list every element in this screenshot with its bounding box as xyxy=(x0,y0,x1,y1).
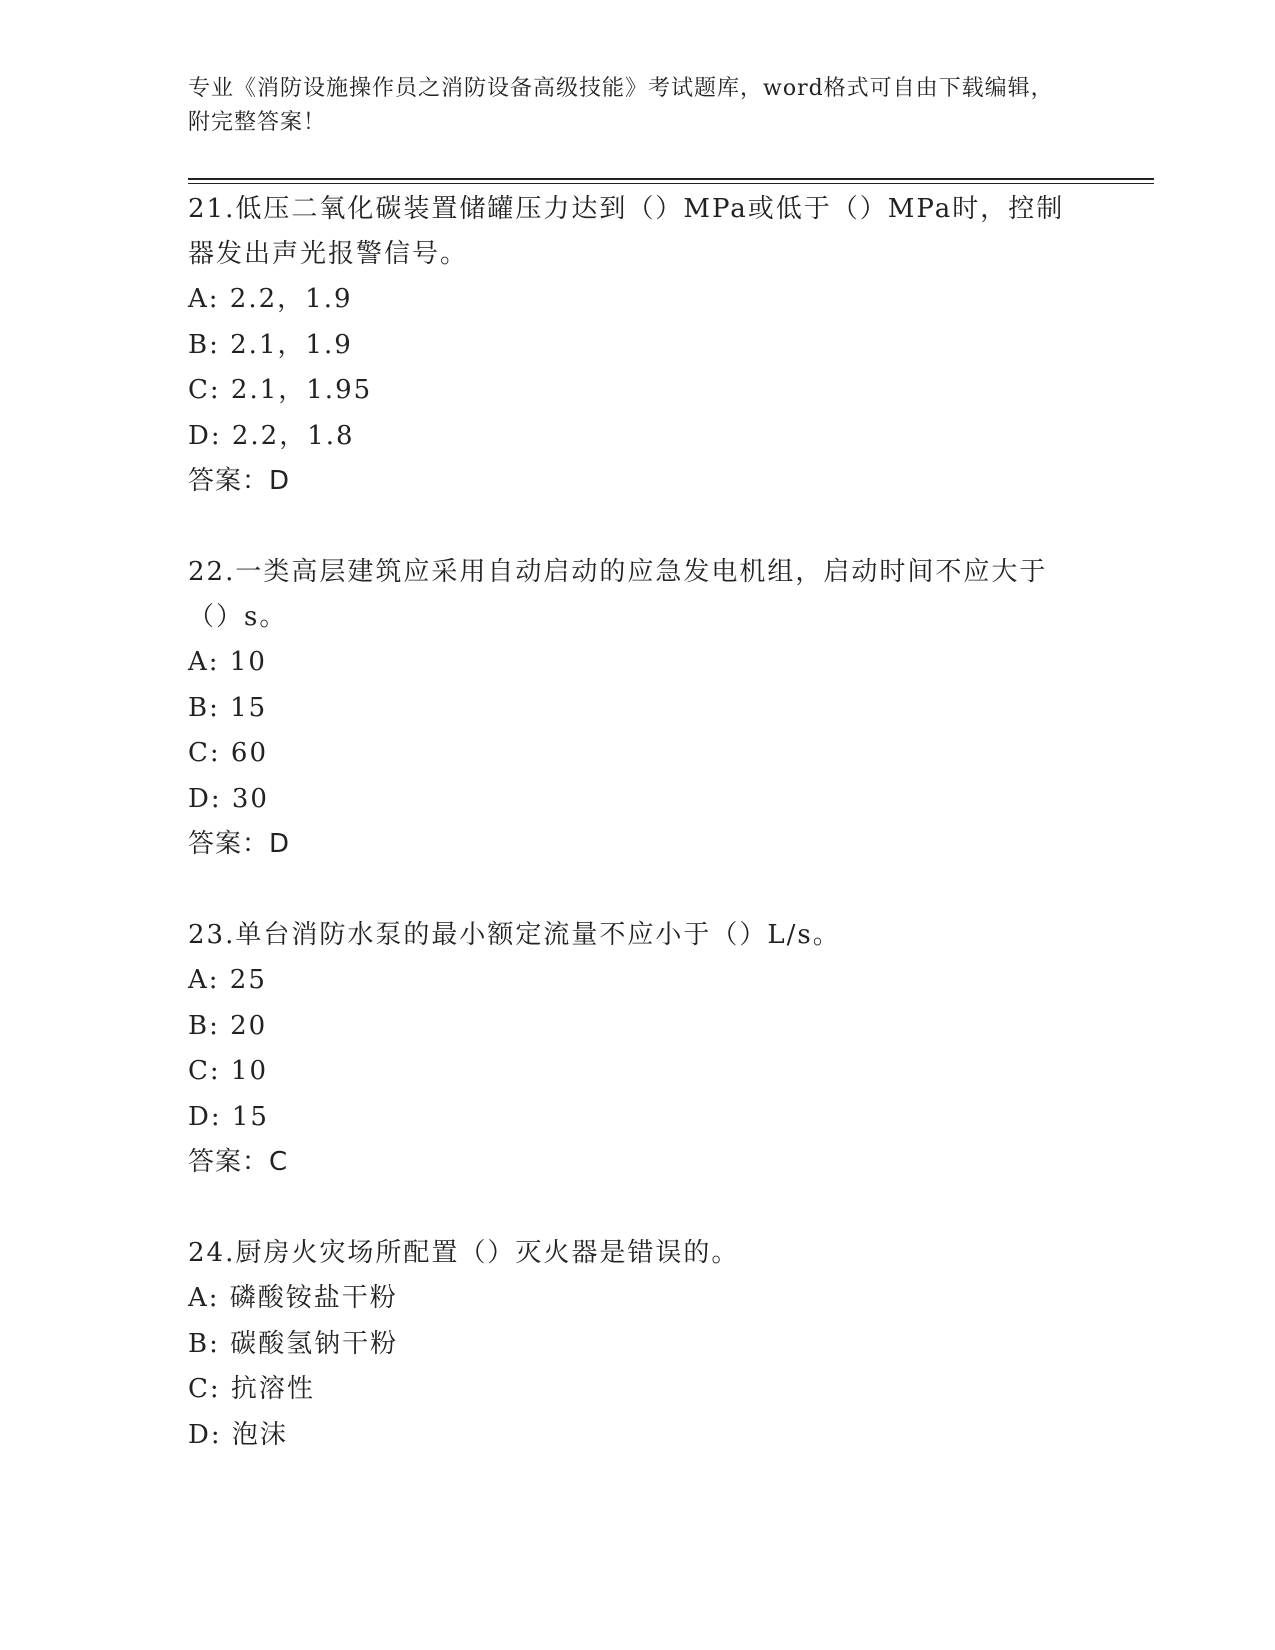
document-header: 专业《消防设施操作员之消防设备高级技能》考试题库，word格式可自由下载编辑，附完整答案！ xyxy=(188,76,1054,135)
option-d: D: 30 xyxy=(188,783,269,814)
option-c: C: 2.1，1.95 xyxy=(188,375,373,405)
question-text: 24.厨房火灾场所配置（）灭火器是错误的。 xyxy=(188,1238,740,1268)
question-text: 21.低压二氧化碳装置储罐压力达到（）MPa或低于（）MPa时，控制器发出声光报警信号。 xyxy=(188,194,1065,269)
option-a: A: 磷酸铵盐干粉 xyxy=(188,1283,398,1313)
question-23 xyxy=(188,913,1088,1185)
option-b: B: 20 xyxy=(188,1010,268,1041)
header-divider-thin xyxy=(188,183,1154,184)
option-b: B: 15 xyxy=(188,692,268,723)
option-a: A: 10 xyxy=(188,647,267,677)
option-b: B: 碳酸氢钠干粉 xyxy=(188,1328,399,1359)
question-24 xyxy=(188,1231,1088,1458)
header-divider-thick xyxy=(188,178,1154,180)
option-d: D: 泡沫 xyxy=(188,1419,288,1450)
answer-line: 答案：D xyxy=(188,829,291,859)
answer-line: 答案：C xyxy=(188,1147,289,1177)
question-text: 22.一类高层建筑应采用自动启动的应急发电机组，启动时间不应大于（）s。 xyxy=(188,557,1048,632)
question-21 xyxy=(188,187,1088,504)
option-d: D: 2.2，1.8 xyxy=(188,420,355,451)
question-22 xyxy=(188,550,1088,867)
answer-line: 答案：D xyxy=(188,466,291,496)
option-a: A: 2.2，1.9 xyxy=(188,284,353,314)
option-c: C: 10 xyxy=(188,1056,269,1086)
option-b: B: 2.1，1.9 xyxy=(188,329,353,360)
question-list xyxy=(188,187,1088,1504)
option-c: C: 抗溶性 xyxy=(188,1374,315,1404)
option-a: A: 25 xyxy=(188,965,267,995)
question-text: 23.单台消防水泵的最小额定流量不应小于（）L/s。 xyxy=(188,920,841,950)
option-d: D: 15 xyxy=(188,1101,269,1132)
option-c: C: 60 xyxy=(188,738,269,768)
